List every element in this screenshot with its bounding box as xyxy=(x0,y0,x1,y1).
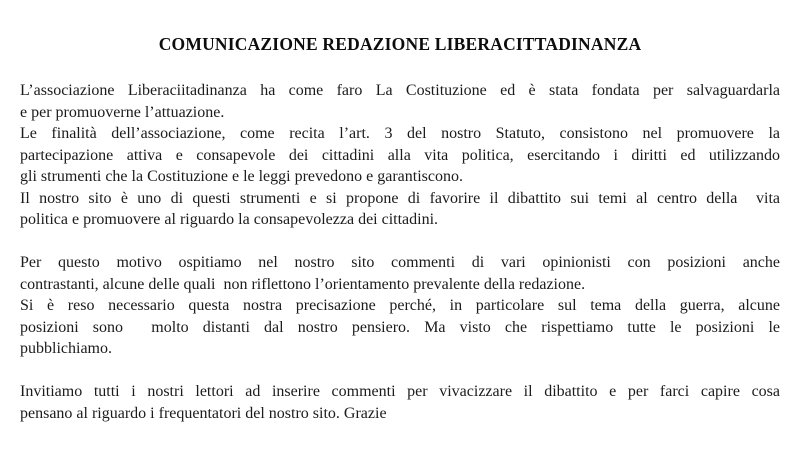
paragraph xyxy=(20,381,780,424)
text-line: pubblichiamo. xyxy=(20,340,112,357)
text-line: posizioni sono molto distanti dal nostro pensiero. Ma visto che rispettiamo tutte le posizioni le xyxy=(20,318,780,336)
document-title: COMUNICAZIONE REDAZIONE LIBERACITTADINANZA xyxy=(158,34,642,54)
text-line: Invitiamo tutti i nostri lettori ad inserire commenti per vivacizzare il dibattito e per farci capire cosa xyxy=(20,383,780,400)
text-line: e per promuoverne l’attuazione. xyxy=(20,103,225,121)
text-line: gli strumenti che la Costituzione e le leggi prevedono e garantiscono. xyxy=(20,168,463,185)
text-line: contrastanti, alcune delle quali non riflettono l’orientamento prevalente della redazione. xyxy=(20,275,586,293)
text-line: Le finalità dell’associazione, come recita l’art. 3 del nostro Statuto, consistono nel promuovere la xyxy=(20,125,780,142)
paragraph xyxy=(20,80,780,231)
text-line: politica e promuovere al riguardo la consapevolezza dei cittadini. xyxy=(20,211,439,228)
document-page xyxy=(20,0,780,424)
text-line: Il nostro sito è uno di questi strumenti e si propone di favorire il dibattito sui temi al centro della vita xyxy=(20,189,780,207)
text-line: Si è reso necessario questa nostra precisazione perché, in particolare sul tema della guerra, alcune xyxy=(20,297,780,314)
text-line: Per questo motivo ospitiamo nel nostro sito commenti di vari opinionisti con posizioni anche xyxy=(20,254,780,271)
text-line: L’associazione Liberaciitadinanza ha come faro La Costituzione ed è stata fondata per salvaguardarla xyxy=(20,82,780,99)
text-line: partecipazione attiva e consapevole dei cittadini alla vita politica, esercitando i diritti ed utilizzando xyxy=(20,146,780,164)
paragraph xyxy=(20,252,780,360)
document-body xyxy=(20,80,780,424)
text-line: pensano al riguardo i frequentatori del nostro sito. Grazie xyxy=(20,404,387,422)
